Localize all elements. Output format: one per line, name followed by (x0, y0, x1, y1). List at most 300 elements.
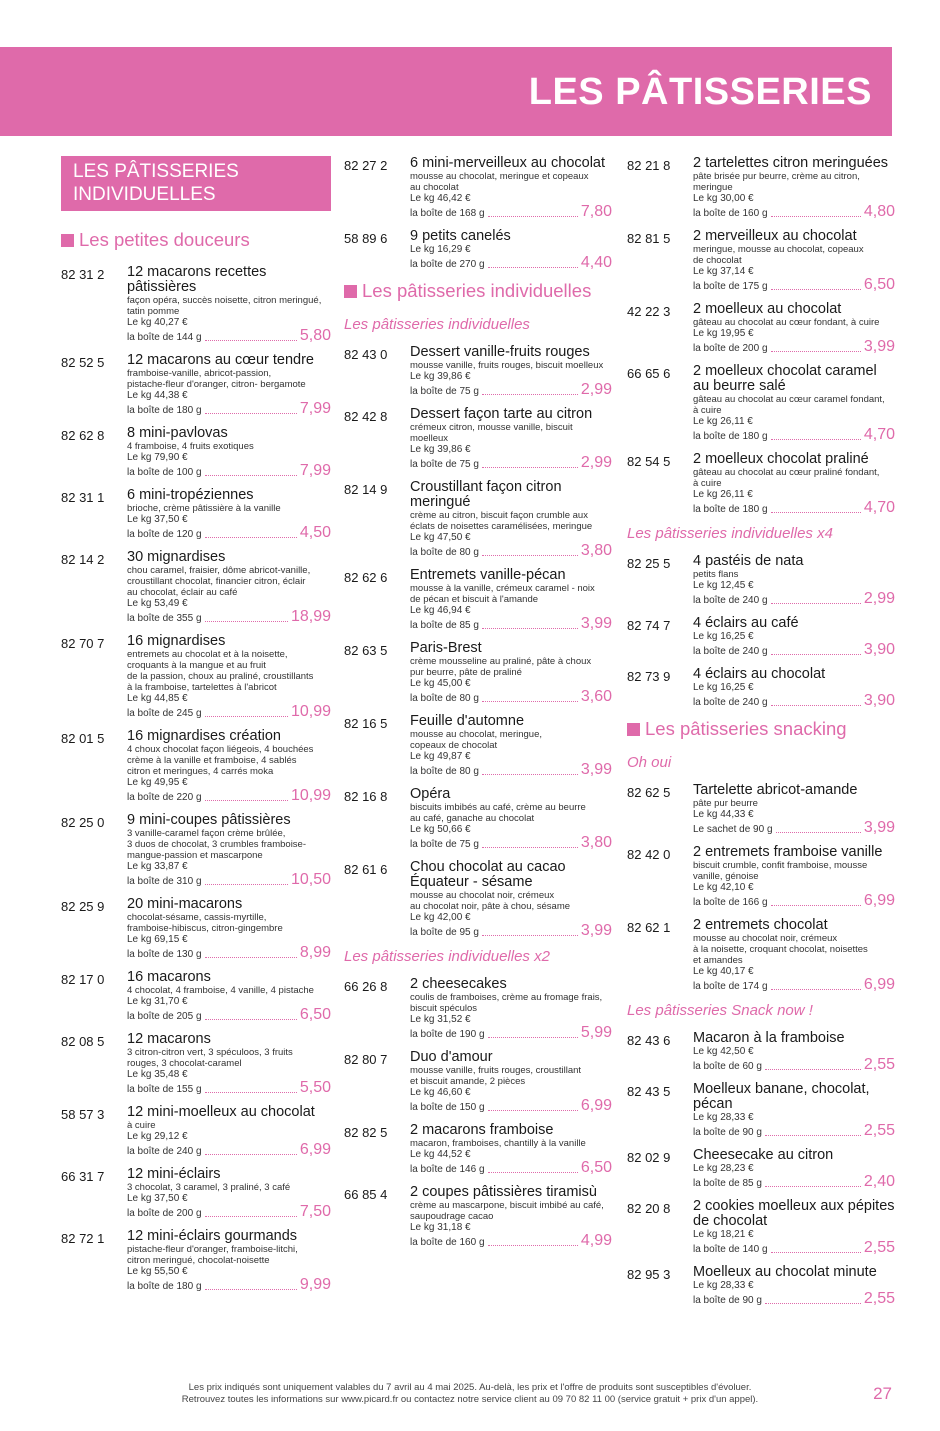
product-name: 2 tartelettes citron meringuées (693, 155, 889, 171)
product-name: 2 entremets chocolat (693, 917, 828, 933)
product-body (693, 1148, 895, 1190)
price-per-kg: Le kg 50,66 € (410, 824, 471, 835)
price-row (410, 455, 612, 471)
product-body (127, 426, 331, 479)
product-item (344, 1185, 612, 1249)
price: 4,50 (299, 524, 331, 541)
dotted-leader (205, 1216, 297, 1217)
product-code: 58 57 3 (61, 1107, 105, 1122)
product-name: 12 mini-éclairs gourmands (127, 1228, 298, 1244)
product-name: 30 mignardises (127, 549, 226, 565)
product-body (127, 550, 331, 625)
product-code: 82 63 5 (344, 643, 388, 658)
product-code: 82 01 5 (61, 731, 105, 746)
dotted-leader (771, 989, 861, 990)
product-name: 2 moelleux chocolat caramel au beurre salé (693, 363, 877, 394)
product-body (127, 488, 331, 541)
package-size: la boîte de 205 g (127, 1011, 202, 1022)
product-item (627, 302, 895, 355)
price: 6,99 (863, 892, 895, 909)
product-code: 82 42 0 (627, 847, 671, 862)
product-description: biscuit crumble, confit framboise, mousse vanille, génoise (693, 860, 868, 882)
product-description: à cuire (127, 1120, 156, 1131)
product-code: 82 14 2 (61, 552, 105, 567)
dotted-leader (205, 413, 297, 414)
price-per-kg: Le kg 46,42 € (410, 193, 471, 204)
product-body (410, 860, 612, 939)
price-per-kg: Le kg 44,85 € (127, 693, 188, 704)
price-per-kg: Le kg 28,33 € (693, 1112, 754, 1123)
price: 6,99 (580, 1097, 612, 1114)
product-item (627, 452, 895, 516)
package-size: la boîte de 166 g (693, 897, 768, 908)
price-row (693, 893, 895, 909)
product-item (627, 1148, 895, 1190)
dotted-leader (771, 512, 861, 513)
product-name: Tartelette abricot-amande (693, 782, 858, 798)
price-row (410, 1160, 612, 1176)
price: 3,99 (580, 761, 612, 778)
product-item (627, 1199, 895, 1256)
product-code: 82 25 5 (627, 556, 671, 571)
price-row (693, 642, 895, 658)
dotted-leader (488, 216, 578, 217)
price-per-kg: Le kg 37,50 € (127, 1193, 188, 1204)
product-item (61, 265, 331, 344)
price-per-kg: Le kg 30,00 € (693, 193, 754, 204)
price: 9,99 (299, 1276, 331, 1293)
square-bullet-icon (627, 723, 640, 736)
product-name: 12 mini-moelleux au chocolat (127, 1104, 315, 1120)
product-code: 82 31 2 (61, 267, 105, 282)
product-body (410, 787, 612, 851)
product-description: mousse au chocolat noir, crémeux à la noisette, croquant chocolat, noisettes et amandes (693, 933, 868, 966)
package-size: la boîte de 180 g (127, 1281, 202, 1292)
dotted-leader (205, 716, 288, 717)
price-row (693, 1057, 895, 1073)
product-name: 9 mini-coupes pâtissières (127, 812, 291, 828)
product-description: façon opéra, succès noisette, citron meringué, tatin pomme (127, 295, 322, 317)
product-name: 2 moelleux au chocolat (693, 301, 842, 317)
package-size: la boîte de 180 g (127, 405, 202, 416)
product-code: 82 62 6 (344, 570, 388, 585)
product-body (127, 970, 331, 1023)
price: 6,50 (580, 1159, 612, 1176)
product-name: Croustillant façon citron meringué (410, 479, 562, 510)
package-size: la boîte de 85 g (410, 620, 479, 631)
product-body (127, 1032, 331, 1096)
product-name: 12 mini-éclairs (127, 1166, 221, 1182)
product-name: 4 éclairs au chocolat (693, 666, 826, 682)
product-description: mousse au chocolat, meringue, copeaux de chocolat (410, 729, 543, 751)
price-per-kg: Le kg 42,00 € (410, 912, 471, 923)
package-size: la boîte de 85 g (693, 1178, 762, 1189)
price-per-kg: Le kg 16,29 € (410, 244, 471, 255)
price-per-kg: Le kg 28,23 € (693, 1163, 754, 1174)
package-size: la boîte de 310 g (127, 876, 202, 887)
product-body (693, 1082, 895, 1139)
price-per-kg: Le kg 31,70 € (127, 996, 188, 1007)
product-item (344, 714, 612, 778)
product-name: 9 petits canelés (410, 228, 511, 244)
page-number: 27 (873, 1384, 892, 1403)
product-code: 66 31 7 (61, 1169, 105, 1184)
price-per-kg: Le kg 42,10 € (693, 882, 754, 893)
product-name: Moelleux banane, chocolat, pécan (693, 1081, 870, 1112)
product-item (627, 616, 895, 658)
dotted-leader (771, 705, 861, 706)
product-body (127, 1105, 331, 1158)
price: 3,80 (580, 834, 612, 851)
category-header: LES PÂTISSERIES INDIVIDUELLES (61, 156, 331, 211)
dotted-leader (776, 832, 861, 833)
product-code: 82 61 6 (344, 862, 388, 877)
dotted-leader (488, 1245, 578, 1246)
product-code: 82 16 5 (344, 716, 388, 731)
product-item (627, 364, 895, 443)
dotted-leader (205, 1092, 297, 1093)
price: 3,90 (863, 692, 895, 709)
package-size: la boîte de 150 g (410, 1102, 485, 1113)
product-description: coulis de framboises, crème au fromage frais, biscuit spéculos (410, 992, 603, 1014)
product-description: framboise-vanille, abricot-passion, pistache-fleur d'oranger, citron- bergamote (127, 368, 306, 390)
section-heading-text: Les pâtisseries snacking (645, 718, 847, 739)
price-row (127, 609, 331, 625)
price-per-kg: Le kg 35,48 € (127, 1069, 188, 1080)
product-name: 16 mignardises création (127, 728, 281, 744)
product-code: 82 81 5 (627, 231, 671, 246)
product-item (344, 345, 612, 398)
price-row (693, 591, 895, 607)
price-per-kg: Le kg 19,95 € (693, 328, 754, 339)
price: 3,99 (580, 615, 612, 632)
price-row (127, 788, 331, 804)
product-body (693, 156, 895, 220)
product-name: Dessert vanille-fruits rouges (410, 344, 590, 360)
price-row (410, 543, 612, 559)
product-code: 82 43 6 (627, 1033, 671, 1048)
price-per-kg: Le kg 31,18 € (410, 1222, 471, 1233)
price: 4,99 (580, 1232, 612, 1249)
price: 2,55 (863, 1122, 895, 1139)
product-code: 82 21 8 (627, 158, 671, 173)
product-body (410, 714, 612, 778)
package-size: la boîte de 240 g (693, 595, 768, 606)
square-bullet-icon (344, 285, 357, 298)
footer-line-1: Les prix indiqués sont uniquement valables du 7 avril au 4 mai 2025. Au-delà, les prix et l'offre de produits sont susceptibles d'évoluer. (188, 1382, 752, 1393)
product-body (410, 345, 612, 398)
price: 2,55 (863, 1056, 895, 1073)
product-item (61, 970, 331, 1023)
product-code: 82 74 7 (627, 618, 671, 633)
product-name: 16 macarons (127, 969, 211, 985)
price-row (127, 463, 331, 479)
product-body (410, 1185, 612, 1249)
price-per-kg: Le kg 37,50 € (127, 514, 188, 525)
product-body (410, 568, 612, 632)
column-2 (344, 156, 612, 1258)
price: 3,99 (863, 338, 895, 355)
product-description: mousse au chocolat, meringue et copeaux au chocolat (410, 171, 589, 193)
package-size: la boîte de 200 g (693, 343, 768, 354)
product-name: Paris-Brest (410, 640, 482, 656)
product-body (693, 783, 895, 836)
product-body (127, 1167, 331, 1220)
price-per-kg: Le kg 45,00 € (410, 678, 471, 689)
price-per-kg: Le kg 44,38 € (127, 390, 188, 401)
product-item (61, 1032, 331, 1096)
product-item (344, 787, 612, 851)
price: 2,55 (863, 1290, 895, 1307)
product-body (410, 156, 612, 220)
price-row (693, 1240, 895, 1256)
product-item (61, 353, 331, 417)
price: 4,80 (863, 203, 895, 220)
dotted-leader (482, 467, 578, 468)
dotted-leader (482, 935, 578, 936)
product-code: 82 02 9 (627, 1150, 671, 1165)
product-description: petits flans (693, 569, 739, 580)
product-name: 20 mini-macarons (127, 896, 243, 912)
product-item (61, 426, 331, 479)
product-name: 16 mignardises (127, 633, 226, 649)
product-item (61, 488, 331, 541)
product-code: 66 85 4 (344, 1187, 388, 1202)
price: 4,70 (863, 426, 895, 443)
product-item (61, 897, 331, 961)
product-description: crème au citron, biscuit façon crumble aux éclats de noisettes caramélisées, meringue (410, 510, 593, 532)
product-description: brioche, crème pâtissière à la vanille (127, 503, 281, 514)
price-row (410, 762, 612, 778)
product-description: pistache-fleur d'oranger, framboise-litchi, citron meringué, chocolat-noisette (127, 1244, 298, 1266)
product-body (127, 265, 331, 344)
product-code: 82 95 3 (627, 1267, 671, 1282)
dotted-leader (771, 216, 861, 217)
product-name: 2 merveilleux au chocolat (693, 228, 857, 244)
price-row (410, 204, 612, 220)
product-code: 82 43 5 (627, 1084, 671, 1099)
dotted-leader (488, 267, 578, 268)
price: 6,99 (863, 976, 895, 993)
footer-line-2: Retrouvez toutes les informations sur www.picard.fr ou contactez notre service client au 09 70 82 11 00 (service gratuit + prix d'un appel). (181, 1394, 759, 1405)
dotted-leader (771, 654, 861, 655)
column-1 (61, 156, 331, 1302)
package-size: la boîte de 180 g (693, 504, 768, 515)
package-size: la boîte de 245 g (127, 708, 202, 719)
subsection-heading: Les pâtisseries individuelles (344, 316, 530, 333)
section-heading-text: Les pâtisseries individuelles (362, 280, 592, 301)
product-item (627, 783, 895, 836)
product-body (127, 729, 331, 804)
product-description: chou caramel, fraisier, dôme abricot-vanille, croustillant chocolat, financier citron, éclair au chocolat, éclair au café (127, 565, 311, 598)
price-row (410, 1233, 612, 1249)
price: 10,50 (290, 871, 331, 888)
price-per-kg: Le kg 40,17 € (693, 966, 754, 977)
dotted-leader (205, 340, 297, 341)
price-per-kg: Le kg 47,50 € (410, 532, 471, 543)
dotted-leader (205, 884, 288, 885)
product-name: 2 entremets framboise vanille (693, 844, 883, 860)
package-size: la boîte de 60 g (693, 1061, 762, 1072)
product-description: mousse au chocolat noir, crémeux au chocolat noir, pâte à chou, sésame (410, 890, 571, 912)
price-per-kg: Le kg 69,15 € (127, 934, 188, 945)
product-body (410, 1050, 612, 1114)
product-code: 82 80 7 (344, 1052, 388, 1067)
price-per-kg: Le kg 28,33 € (693, 1280, 754, 1291)
price-row (127, 1007, 331, 1023)
product-name: 12 macarons (127, 1031, 211, 1047)
package-size: la boîte de 355 g (127, 613, 202, 624)
price: 4,40 (580, 254, 612, 271)
package-size: la boîte de 168 g (410, 208, 485, 219)
dotted-leader (771, 905, 861, 906)
subsection-heading: Oh oui (627, 754, 672, 771)
column-3 (627, 156, 895, 1316)
product-name: Moelleux au chocolat minute (693, 1264, 877, 1280)
price: 10,99 (290, 703, 331, 720)
product-body (410, 480, 612, 559)
price-per-kg: Le kg 37,14 € (693, 266, 754, 277)
package-size: la boîte de 80 g (410, 766, 479, 777)
price-row (693, 204, 895, 220)
product-description: meringue, mousse au chocolat, copeaux de chocolat (693, 244, 864, 266)
product-code: 82 14 9 (344, 482, 388, 497)
product-item (61, 813, 331, 888)
dotted-leader (482, 555, 578, 556)
product-body (410, 407, 612, 471)
product-body (693, 1031, 895, 1073)
price-row (410, 923, 612, 939)
product-description: mousse vanille, fruits rouges, biscuit moelleux (410, 360, 604, 371)
product-body (693, 364, 895, 443)
product-description: 4 choux chocolat façon liégeois, 4 bouchées crème à la vanille et framboise, 4 sablés citron et meringues, 4 carrés moka (127, 744, 314, 777)
product-body (693, 1199, 895, 1256)
product-name: 4 pastéis de nata (693, 553, 804, 569)
product-code: 82 27 2 (344, 158, 388, 173)
product-description: 3 citron-citron vert, 3 spéculoos, 3 fruits rouges, 3 chocolat-caramel (127, 1047, 293, 1069)
product-body (127, 1229, 331, 1293)
dotted-leader (771, 1252, 861, 1253)
price: 10,99 (290, 787, 331, 804)
dotted-leader (765, 1135, 861, 1136)
price: 3,99 (580, 922, 612, 939)
dotted-leader (765, 1303, 861, 1304)
product-name: 6 mini-tropéziennes (127, 487, 254, 503)
product-description: mousse vanille, fruits rouges, croustillant et biscuit amande, 2 pièces (410, 1065, 582, 1087)
dotted-leader (205, 800, 288, 801)
package-size: la boîte de 240 g (127, 1146, 202, 1157)
dotted-leader (771, 351, 861, 352)
product-item (627, 1265, 895, 1307)
package-size: la boîte de 120 g (127, 529, 202, 540)
price-per-kg: Le kg 26,11 € (693, 489, 753, 500)
dotted-leader (765, 1186, 861, 1187)
price-per-kg: Le kg 39,86 € (410, 371, 471, 382)
price-per-kg: Le kg 49,87 € (410, 751, 471, 762)
product-description: crème au mascarpone, biscuit imbibé au café, saupoudrage cacao (410, 1200, 604, 1222)
dotted-leader (205, 1019, 297, 1020)
price-row (693, 1123, 895, 1139)
product-item (61, 634, 331, 720)
price-row (410, 255, 612, 271)
product-code: 58 89 6 (344, 231, 388, 246)
dotted-leader (488, 1037, 578, 1038)
product-item (627, 554, 895, 607)
price-row (127, 1142, 331, 1158)
product-description: 4 framboise, 4 fruits exotiques (127, 441, 254, 452)
package-size: la boîte de 190 g (410, 1029, 485, 1040)
product-description: 4 chocolat, 4 framboise, 4 vanille, 4 pistache (127, 985, 314, 996)
package-size: la boîte de 180 g (693, 431, 768, 442)
price-per-kg: Le kg 46,60 € (410, 1087, 471, 1098)
package-size: la boîte de 80 g (410, 547, 479, 558)
package-size: la boîte de 80 g (410, 693, 479, 704)
subsection-heading: Les pâtisseries Snack now ! (627, 1002, 813, 1019)
product-code: 66 65 6 (627, 366, 671, 381)
price-row (410, 689, 612, 705)
price: 3,60 (580, 688, 612, 705)
product-item (627, 1031, 895, 1073)
price-row (127, 872, 331, 888)
product-item (344, 641, 612, 705)
price-per-kg: Le kg 44,33 € (693, 809, 754, 820)
price-per-kg: Le kg 39,86 € (410, 444, 471, 455)
product-item (627, 845, 895, 909)
price: 3,80 (580, 542, 612, 559)
price-row (693, 693, 895, 709)
dotted-leader (488, 1172, 578, 1173)
product-code: 82 16 8 (344, 789, 388, 804)
product-item (627, 156, 895, 220)
price-row (693, 820, 895, 836)
price-per-kg: Le kg 16,25 € (693, 682, 754, 693)
section-heading (61, 229, 331, 251)
price-per-kg: Le kg 29,12 € (127, 1131, 188, 1142)
price-row (410, 1098, 612, 1114)
price: 5,99 (580, 1024, 612, 1041)
price-row (693, 1174, 895, 1190)
dotted-leader (205, 1289, 297, 1290)
price-row (127, 328, 331, 344)
product-item (61, 550, 331, 625)
dotted-leader (771, 439, 861, 440)
product-body (693, 229, 895, 293)
price-row (127, 1080, 331, 1096)
product-description: mousse à la vanille, crémeux caramel - noix de pécan et biscuit à l'amande (410, 583, 595, 605)
price-per-kg: Le kg 33,87 € (127, 861, 188, 872)
product-code: 82 52 5 (61, 355, 105, 370)
product-item (627, 1082, 895, 1139)
product-name: 2 coupes pâtissières tiramisù (410, 1184, 597, 1200)
package-size: la boîte de 140 g (693, 1244, 768, 1255)
package-size: la boîte de 175 g (693, 281, 768, 292)
product-item (344, 860, 612, 939)
product-name: 12 macarons recettes pâtissières (127, 264, 267, 295)
product-body (127, 897, 331, 961)
product-code: 82 42 8 (344, 409, 388, 424)
product-item (344, 568, 612, 632)
product-description: macaron, framboises, chantilly à la vanille (410, 1138, 586, 1149)
price: 5,80 (299, 327, 331, 344)
product-name: Duo d'amour (410, 1049, 493, 1065)
price-row (127, 401, 331, 417)
dotted-leader (205, 621, 288, 622)
package-size: la boîte de 100 g (127, 467, 202, 478)
price: 18,99 (290, 608, 331, 625)
product-description: gâteau au chocolat au cœur caramel fondant, à cuire (693, 394, 885, 416)
product-name: Feuille d'automne (410, 713, 525, 729)
price: 2,99 (580, 381, 612, 398)
